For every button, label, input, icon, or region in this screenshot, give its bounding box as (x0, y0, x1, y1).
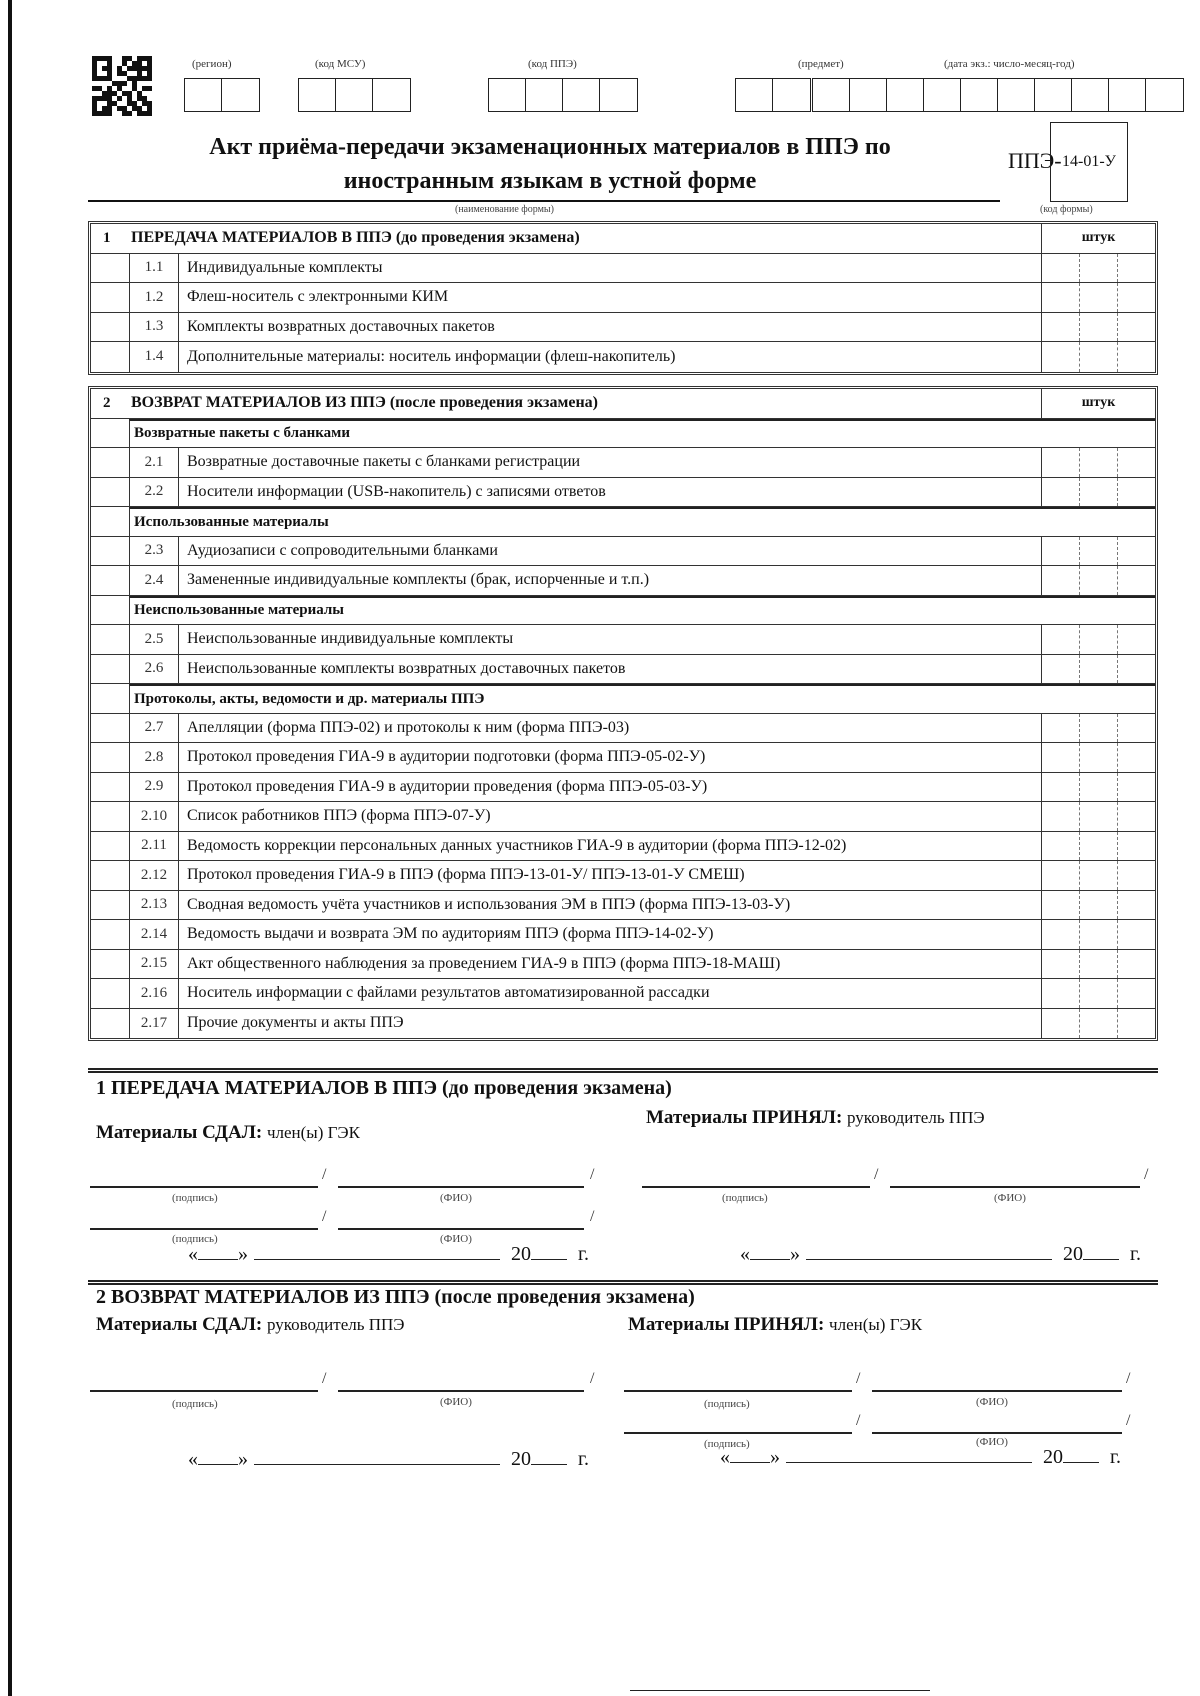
section1-header-row (91, 224, 1155, 254)
signature-line[interactable] (90, 1186, 318, 1188)
quantity-cells[interactable] (1041, 283, 1155, 312)
row-text: Ведомость выдачи и возврата ЭМ по аудиториям ППЭ (форма ППЭ-14-02-У) (187, 925, 714, 943)
table-row (91, 950, 1155, 980)
fio-line[interactable] (872, 1432, 1122, 1434)
row-number: 2.9 (129, 773, 179, 802)
fio-caption: (ФИО) (440, 1396, 472, 1408)
row-number: 1.4 (129, 342, 179, 372)
signature-caption: (подпись) (704, 1398, 750, 1410)
row-number: 2.14 (129, 920, 179, 949)
exam-date-label: (дата экз.: число-месяц-год) (944, 58, 1075, 70)
signature-line[interactable] (642, 1186, 870, 1188)
row-number: 2.11 (129, 832, 179, 861)
table-row (91, 537, 1155, 567)
fio-caption: (ФИО) (994, 1192, 1026, 1204)
group-title: Неиспользованные материалы (129, 596, 1155, 625)
msu-cells[interactable] (298, 78, 411, 112)
fio-line[interactable] (338, 1228, 584, 1230)
subject-label: (предмет) (798, 58, 844, 70)
year-prefix: 20 (511, 1448, 531, 1470)
year-prefix: 20 (1043, 1446, 1063, 1468)
section1-table (88, 221, 1158, 375)
quantity-cells[interactable] (1041, 950, 1155, 979)
row-text: Индивидуальные комплекты (187, 258, 383, 276)
row-text: Носитель информации с файлами результатов автоматизированной рассадки (187, 984, 710, 1002)
slash: / (322, 1166, 327, 1183)
row-number: 2.2 (129, 478, 179, 507)
quantity-cells[interactable] (1041, 448, 1155, 477)
row-number: 1.2 (129, 283, 179, 312)
group-title: Использованные материалы (129, 507, 1155, 536)
quantity-cells[interactable] (1041, 566, 1155, 595)
signature-block2-title: 2 ВОЗВРАТ МАТЕРИАЛОВ ИЗ ППЭ (после проведения экзамена) (96, 1286, 695, 1308)
block2-accepted-by (628, 1314, 922, 1336)
table-row (91, 1009, 1155, 1039)
slash: / (1144, 1166, 1149, 1183)
date-open-quote: « (740, 1243, 750, 1265)
row-number: 2.6 (129, 655, 179, 684)
slash: / (590, 1208, 595, 1225)
table-row (91, 478, 1155, 508)
signature-caption: (подпись) (704, 1438, 750, 1450)
section2-header-row (91, 389, 1155, 419)
quantity-cells[interactable] (1041, 773, 1155, 802)
fio-line[interactable] (872, 1390, 1122, 1392)
fio-line[interactable] (890, 1186, 1140, 1188)
group-title: Возвратные пакеты с бланками (129, 419, 1155, 448)
date-close-quote: » (770, 1446, 780, 1468)
group-row (91, 507, 1155, 537)
row-number: 2.13 (129, 891, 179, 920)
form-code-caption: (код формы) (1040, 204, 1093, 215)
quantity-cells[interactable] (1041, 1009, 1155, 1039)
form-code: 14-01-У (1062, 153, 1116, 170)
quantity-cells[interactable] (1041, 313, 1155, 342)
signature-caption: (подпись) (722, 1192, 768, 1204)
fio-line[interactable] (338, 1390, 584, 1392)
date-open-quote: « (720, 1446, 730, 1468)
year-suffix: г. (578, 1243, 589, 1265)
row-text: Протокол проведения ГИА-9 в аудитории проведения (форма ППЭ-05-03-У) (187, 777, 708, 795)
quantity-cells[interactable] (1041, 478, 1155, 507)
section2-title: ВОЗВРАТ МАТЕРИАЛОВ ИЗ ППЭ (после проведения экзамена) (131, 394, 598, 412)
row-text: Ведомость коррекции персональных данных участников ГИА-9 в аудитории (форма ППЭ-12-02) (187, 836, 847, 854)
row-text: Неиспользованные индивидуальные комплекты (187, 630, 514, 648)
fio-caption: (ФИО) (976, 1436, 1008, 1448)
row-text: Замененные индивидуальные комплекты (брак, испорченные и т.п.) (187, 571, 650, 589)
year-suffix: г. (1110, 1446, 1121, 1468)
form-name-caption: (наименование формы) (455, 204, 554, 215)
quantity-cells[interactable] (1041, 802, 1155, 831)
table-row (91, 861, 1155, 891)
form-code-box (1050, 122, 1128, 202)
slash: / (590, 1166, 595, 1183)
table-row (91, 714, 1155, 744)
group-row (91, 596, 1155, 626)
form-code-prefix: ППЭ- (1008, 148, 1062, 173)
msu-label: (код МСУ) (315, 58, 366, 70)
row-text: Дополнительные материалы: носитель информации (флеш-накопитель) (187, 347, 676, 365)
section2-table (88, 386, 1158, 1041)
quantity-cells[interactable] (1041, 891, 1155, 920)
signature-divider-2 (88, 1280, 1158, 1285)
year-prefix: 20 (511, 1243, 531, 1265)
signature-line[interactable] (624, 1432, 852, 1434)
subject-cells[interactable] (735, 78, 811, 112)
region-label: (регион) (192, 58, 232, 70)
table-row (91, 891, 1155, 921)
slash: / (322, 1370, 327, 1387)
fio-caption: (ФИО) (440, 1233, 472, 1245)
signature-line[interactable] (90, 1390, 318, 1392)
slash: / (1126, 1370, 1131, 1387)
table-row (91, 832, 1155, 862)
slash: / (856, 1370, 861, 1387)
fio-line[interactable] (338, 1186, 584, 1188)
row-number: 2.16 (129, 979, 179, 1008)
year-suffix: г. (1130, 1243, 1141, 1265)
year-prefix: 20 (1063, 1243, 1083, 1265)
signature-divider-1 (88, 1068, 1158, 1073)
quantity-cells[interactable] (1041, 537, 1155, 566)
quantity-cells[interactable] (1041, 655, 1155, 684)
slash: / (1126, 1412, 1131, 1429)
title-line-1: Акт приёма-передачи экзаменационных материалов в ППЭ по (209, 134, 891, 160)
date-field[interactable] (188, 1243, 589, 1266)
date-close-quote: » (238, 1448, 248, 1470)
row-text: Акт общественного наблюдения за проведением ГИА-9 в ППЭ (форма ППЭ-18-МАШ) (187, 954, 781, 972)
row-text: Сводная ведомость учёта участников и использования ЭМ в ППЭ (форма ППЭ-13-03-У) (187, 895, 791, 913)
signature-block1-title: 1 ПЕРЕДАЧА МАТЕРИАЛОВ В ППЭ (до проведения экзамена) (96, 1077, 672, 1099)
handed-role: член(ы) ГЭК (266, 1123, 360, 1142)
row-text: Протокол проведения ГИА-9 в ППЭ (форма ППЭ-13-01-У/ ППЭ-13-01-У СМЕШ) (187, 866, 745, 884)
row-text: Протокол проведения ГИА-9 в аудитории подготовки (форма ППЭ-05-02-У) (187, 748, 706, 766)
table-row (91, 655, 1155, 685)
row-number: 1.3 (129, 313, 179, 342)
row-text: Носители информации (USB-накопитель) с записями ответов (187, 482, 606, 500)
handed-label: Материалы СДАЛ: (96, 1314, 263, 1335)
fio-caption: (ФИО) (440, 1192, 472, 1204)
bottom-scan-line (630, 1690, 930, 1691)
accepted-role: руководитель ППЭ (847, 1108, 985, 1127)
section1-title: ПЕРЕДАЧА МАТЕРИАЛОВ В ППЭ (до проведения экзамена) (131, 229, 580, 247)
table-row (91, 566, 1155, 596)
date-field[interactable] (740, 1243, 1141, 1266)
block2-handed-by (96, 1314, 405, 1336)
row-text: Список работников ППЭ (форма ППЭ-07-У) (187, 807, 491, 825)
row-text: Аудиозаписи с сопроводительными бланками (187, 541, 498, 559)
table-row (91, 743, 1155, 773)
table-row (91, 920, 1155, 950)
handed-label: Материалы СДАЛ: (96, 1122, 263, 1143)
date-field[interactable] (720, 1446, 1121, 1469)
quantity-cells[interactable] (1041, 254, 1155, 283)
signature-caption: (подпись) (172, 1233, 218, 1245)
date-open-quote: « (188, 1448, 198, 1470)
table-row (91, 802, 1155, 832)
date-field[interactable] (188, 1448, 589, 1471)
table-row (91, 773, 1155, 803)
signature-caption: (подпись) (172, 1398, 218, 1410)
row-text: Неиспользованные комплекты возвратных доставочных пакетов (187, 659, 626, 677)
row-number: 2.15 (129, 950, 179, 979)
table-row (91, 342, 1155, 372)
row-number: 2.8 (129, 743, 179, 772)
table-row (91, 313, 1155, 343)
ppe-code-label: (код ППЭ) (528, 58, 577, 70)
signature-line[interactable] (90, 1228, 318, 1230)
slash: / (322, 1208, 327, 1225)
accepted-label: Материалы ПРИНЯЛ: (628, 1314, 825, 1335)
quantity-cells[interactable] (1041, 920, 1155, 949)
ppe-code-cells[interactable] (488, 78, 638, 112)
row-number: 2.3 (129, 537, 179, 566)
section2-unit: штук (1041, 389, 1155, 418)
slash: / (856, 1412, 861, 1429)
table-row (91, 979, 1155, 1009)
row-number: 2.17 (129, 1009, 179, 1039)
row-text: Возвратные доставочные пакеты с бланками регистрации (187, 453, 581, 471)
date-close-quote: » (790, 1243, 800, 1265)
fio-caption: (ФИО) (976, 1396, 1008, 1408)
row-number: 2.7 (129, 714, 179, 743)
row-text: Комплекты возвратных доставочных пакетов (187, 317, 495, 335)
table-row (91, 254, 1155, 284)
block1-accepted-by (646, 1107, 985, 1129)
quantity-cells[interactable] (1041, 832, 1155, 861)
quantity-cells[interactable] (1041, 625, 1155, 654)
quantity-cells[interactable] (1041, 714, 1155, 743)
block1-handed-by (96, 1122, 360, 1144)
quantity-cells[interactable] (1041, 342, 1155, 372)
group-row (91, 419, 1155, 449)
row-number: 2.5 (129, 625, 179, 654)
quantity-cells[interactable] (1041, 743, 1155, 772)
row-number: 1.1 (129, 254, 179, 283)
signature-caption: (подпись) (172, 1192, 218, 1204)
row-number: 2.12 (129, 861, 179, 890)
title-line-2: иностранным языкам в устной форме (343, 168, 757, 194)
scan-left-edge (8, 0, 12, 1696)
row-text: Апелляции (форма ППЭ-02) и протоколы к ним (форма ППЭ-03) (187, 718, 630, 736)
year-suffix: г. (578, 1448, 589, 1470)
signature-line[interactable] (624, 1390, 852, 1392)
date-open-quote: « (188, 1243, 198, 1265)
date-close-quote: » (238, 1243, 248, 1265)
slash: / (590, 1370, 595, 1387)
accepted-label: Материалы ПРИНЯЛ: (646, 1107, 843, 1128)
row-number: 2.10 (129, 802, 179, 831)
row-text: Флеш-носитель с электронными КИМ (187, 288, 449, 306)
quantity-cells[interactable] (1041, 861, 1155, 890)
row-text: Прочие документы и акты ППЭ (187, 1014, 404, 1032)
region-cells[interactable] (184, 78, 260, 112)
slash: / (874, 1166, 879, 1183)
group-row (91, 684, 1155, 714)
group-title: Протоколы, акты, ведомости и др. материалы ППЭ (129, 684, 1155, 713)
row-number: 2.1 (129, 448, 179, 477)
form-title (90, 130, 1010, 198)
exam-date-cells[interactable] (812, 78, 1184, 112)
section1-unit: штук (1041, 224, 1155, 253)
section2-number: 2 (103, 394, 111, 411)
quantity-cells[interactable] (1041, 979, 1155, 1008)
section1-number: 1 (103, 229, 111, 246)
table-row (91, 448, 1155, 478)
table-row (91, 625, 1155, 655)
handed-role: руководитель ППЭ (266, 1315, 405, 1334)
title-underline (88, 200, 1000, 202)
qr-code-icon (92, 56, 152, 116)
table-row (91, 283, 1155, 313)
accepted-role: член(ы) ГЭК (829, 1315, 923, 1334)
row-number: 2.4 (129, 566, 179, 595)
